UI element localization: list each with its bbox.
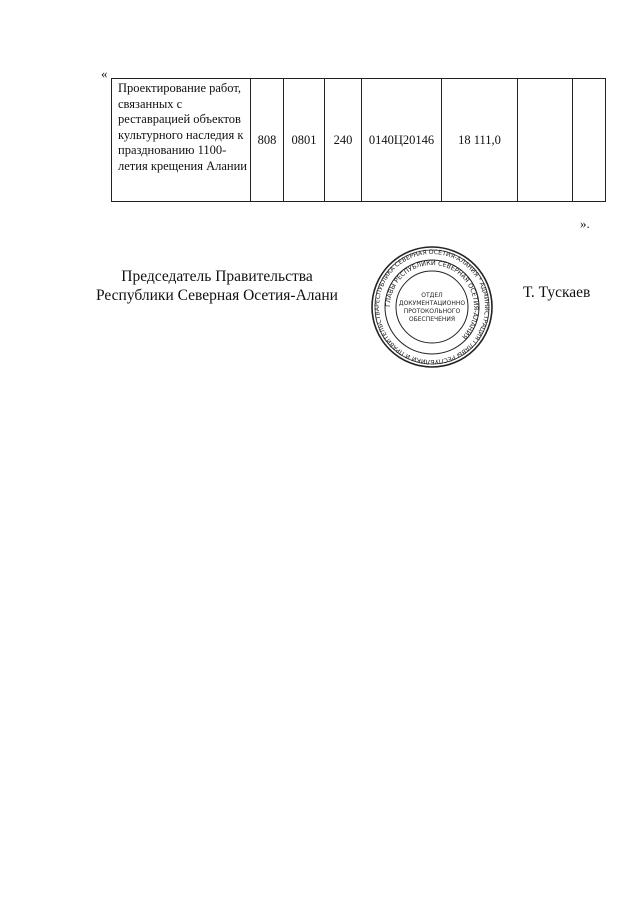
seal-center-line-2: ДОКУМЕНТАЦИОННО bbox=[398, 300, 466, 307]
seal-center-line-4: ОБЕСПЕЧЕНИЯ bbox=[408, 316, 456, 323]
empty-cell-1 bbox=[518, 79, 573, 202]
table-row bbox=[112, 79, 606, 202]
amount-cell: 18 111,0 bbox=[442, 79, 518, 202]
seal-center-line-1: ОТДЕЛ bbox=[421, 292, 443, 299]
seal-inner-text: ГЛАВЫ РЕСПУБЛИКИ СЕВЕРНАЯ ОСЕТИЯ-АЛАНИЯ bbox=[383, 258, 481, 341]
opening-quote-mark: « bbox=[101, 66, 108, 81]
signatory-position bbox=[86, 267, 348, 305]
section-code-cell: 0801 bbox=[284, 79, 325, 202]
closing-quote-mark: ». bbox=[580, 216, 590, 231]
position-line-2: Республики Северная Осетия-Алани bbox=[96, 287, 338, 304]
budget-table bbox=[111, 78, 606, 202]
ministry-code-cell: 808 bbox=[251, 79, 284, 202]
signatory-name: Т. Тускаев bbox=[523, 284, 591, 301]
position-line-1: Председатель Правительства bbox=[121, 268, 313, 285]
target-article-cell: 0140Ц20146 bbox=[362, 79, 442, 202]
seal-outer-text: РЕСПУБЛИКА СЕВЕРНАЯ ОСЕТИЯ-АЛАНИЯ * АДМИНИСТРАЦИЯ ГЛАВЫ РЕСПУБЛИКИ И ПРАВИТЕЛЬСТВА bbox=[373, 248, 491, 366]
expense-name-cell: Проектирование работ, связанных с реставрацией объектов культурного наследия к празднованию 1100-летия крещения Алании bbox=[112, 79, 251, 202]
official-seal bbox=[370, 246, 494, 368]
expense-type-cell: 240 bbox=[325, 79, 362, 202]
empty-cell-2 bbox=[573, 79, 606, 202]
seal-center-line-3: ПРОТОКОЛЬНОГО bbox=[403, 308, 461, 315]
